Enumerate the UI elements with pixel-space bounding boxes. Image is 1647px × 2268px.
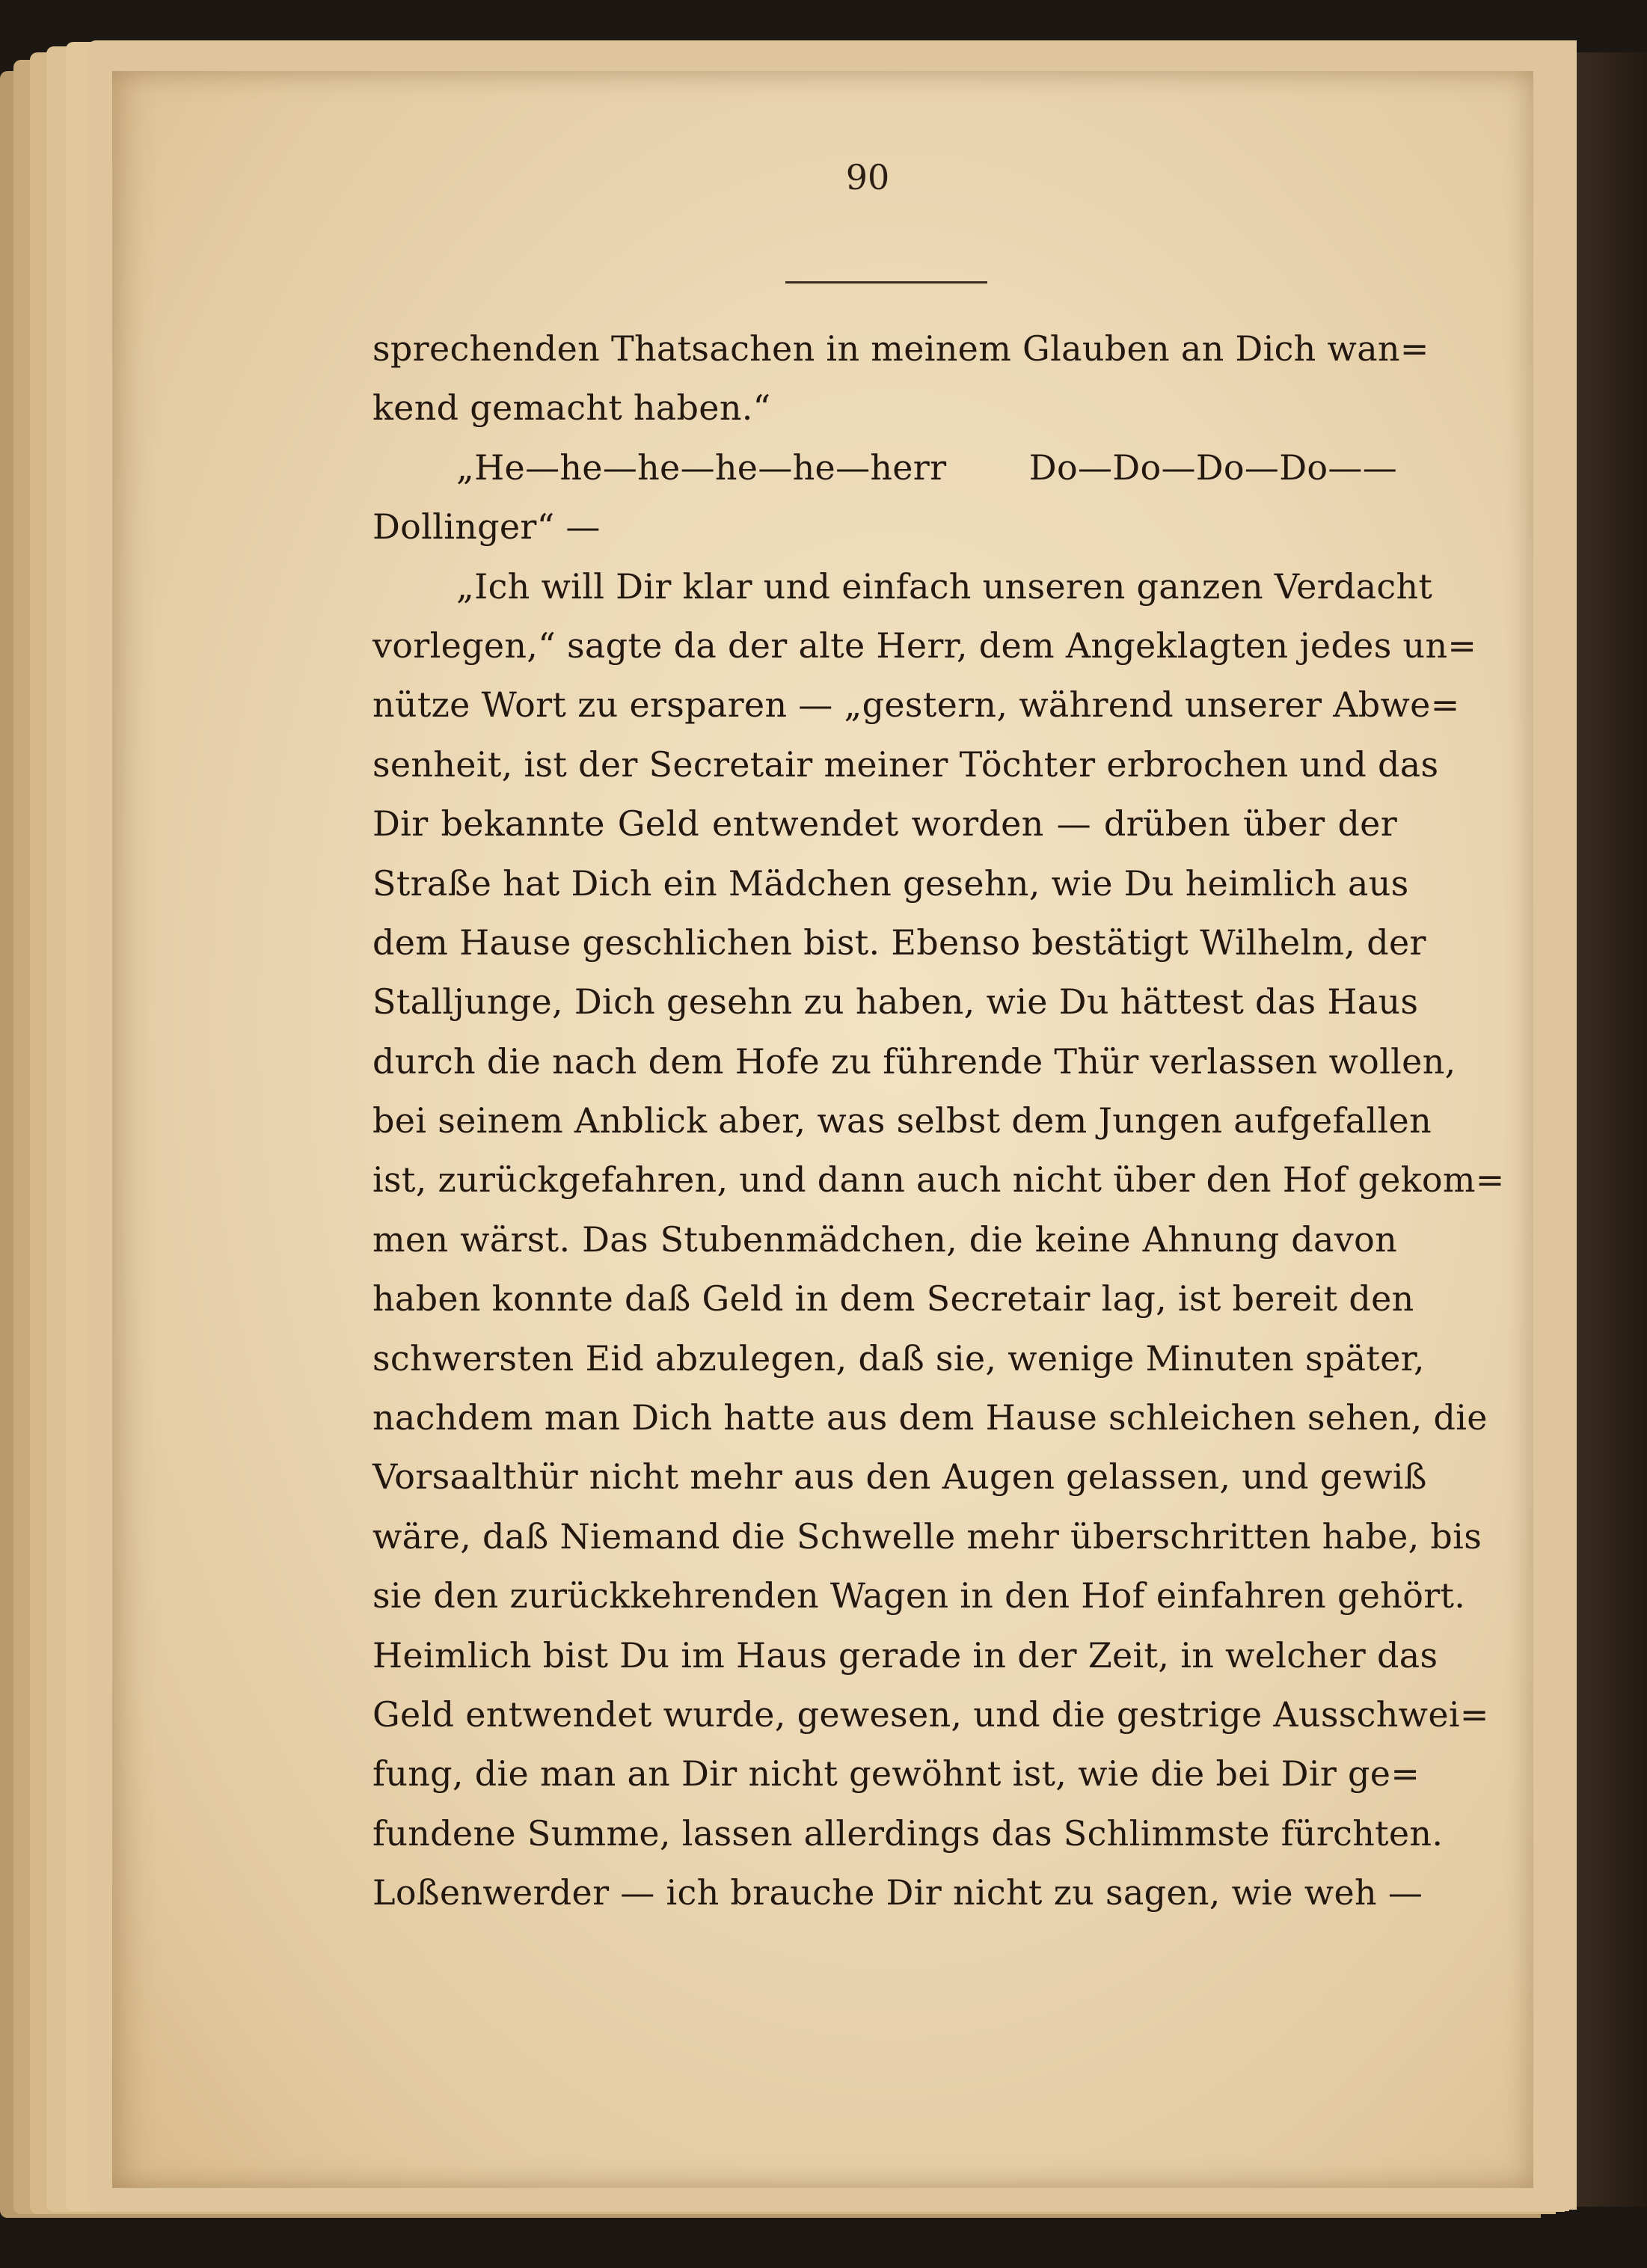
text-line: men wärst. Das Stubenmädchen, die keine Ahnung davon [372,1219,1397,1260]
text-line: bei seinem Anblick aber, was selbst dem Jungen aufgefallen [372,1100,1432,1141]
text-line: vorlegen,“ sagte da der alte Herr, dem Angeklagten jedes un= [372,625,1477,666]
text-line: Dollinger“ — [372,506,601,548]
page-number-rule [785,281,987,284]
text-line: nachdem man Dich hatte aus dem Hause schleichen sehen, die [372,1397,1488,1438]
text-line: Stalljunge, Dich gesehn zu haben, wie Du hättest das Haus [372,981,1419,1023]
text-line: sprechenden Thatsachen in meinem Glauben an Dich wan= [372,328,1429,369]
text-line: Loßenwerder — ich brauche Dir nicht zu sagen, wie weh — [372,1872,1423,1913]
text-line: fung, die man an Dir nicht gewöhnt ist, wie die bei Dir ge= [372,1753,1420,1795]
text-line: fundene Summe, lassen allerdings das Schlimmste fürchten. [372,1812,1444,1854]
text-line: senheit, ist der Secretair meiner Töchter erbrochen und das [372,744,1439,785]
text-line: Straße hat Dich ein Mädchen gesehn, wie Du heimlich aus [372,862,1409,904]
text-line: Geld entwendet wurde, gewesen, und die gestrige Ausschwei= [372,1694,1489,1735]
text-line: kend gemacht haben.“ [372,387,771,429]
text-line: „Ich will Dir klar und einfach unseren ganzen Verdacht [456,566,1433,607]
text-line: Heimlich bist Du im Haus gerade in der Zeit, in welcher das [372,1634,1438,1676]
body-text [372,319,1505,1923]
text-line: nütze Wort zu ersparen — „gestern, während unserer Abwe= [372,684,1460,726]
text-line: Dir bekannte Geld entwendet worden — drüben über der [372,803,1397,845]
text-line: haben konnte daß Geld in dem Secretair lag, ist bereit den [372,1278,1414,1320]
text-line: durch die nach dem Hofe zu führende Thür verlassen wollen, [372,1040,1456,1082]
text-line: schwersten Eid abzulegen, daß sie, wenige Minuten später, [372,1337,1425,1379]
text-line: dem Hause geschlichen bist. Ebenso bestätigt Wilhelm, der [372,922,1426,963]
text-line: wäre, daß Niemand die Schwelle mehr überschritten habe, bis [372,1515,1482,1557]
text-line: Vorsaalthür nicht mehr aus den Augen gelassen, und gewiß [372,1456,1427,1498]
page-number: 90 [845,157,890,197]
text-line: ist, zurückgefahren, und dann auch nicht über den Hof gekom= [372,1159,1505,1201]
text-line: „He—he—he—he—he—herr Do—Do—Do—Do—— [456,447,1397,488]
text-line: sie den zurückkehrenden Wagen in den Hof einfahren gehört. [372,1575,1466,1616]
